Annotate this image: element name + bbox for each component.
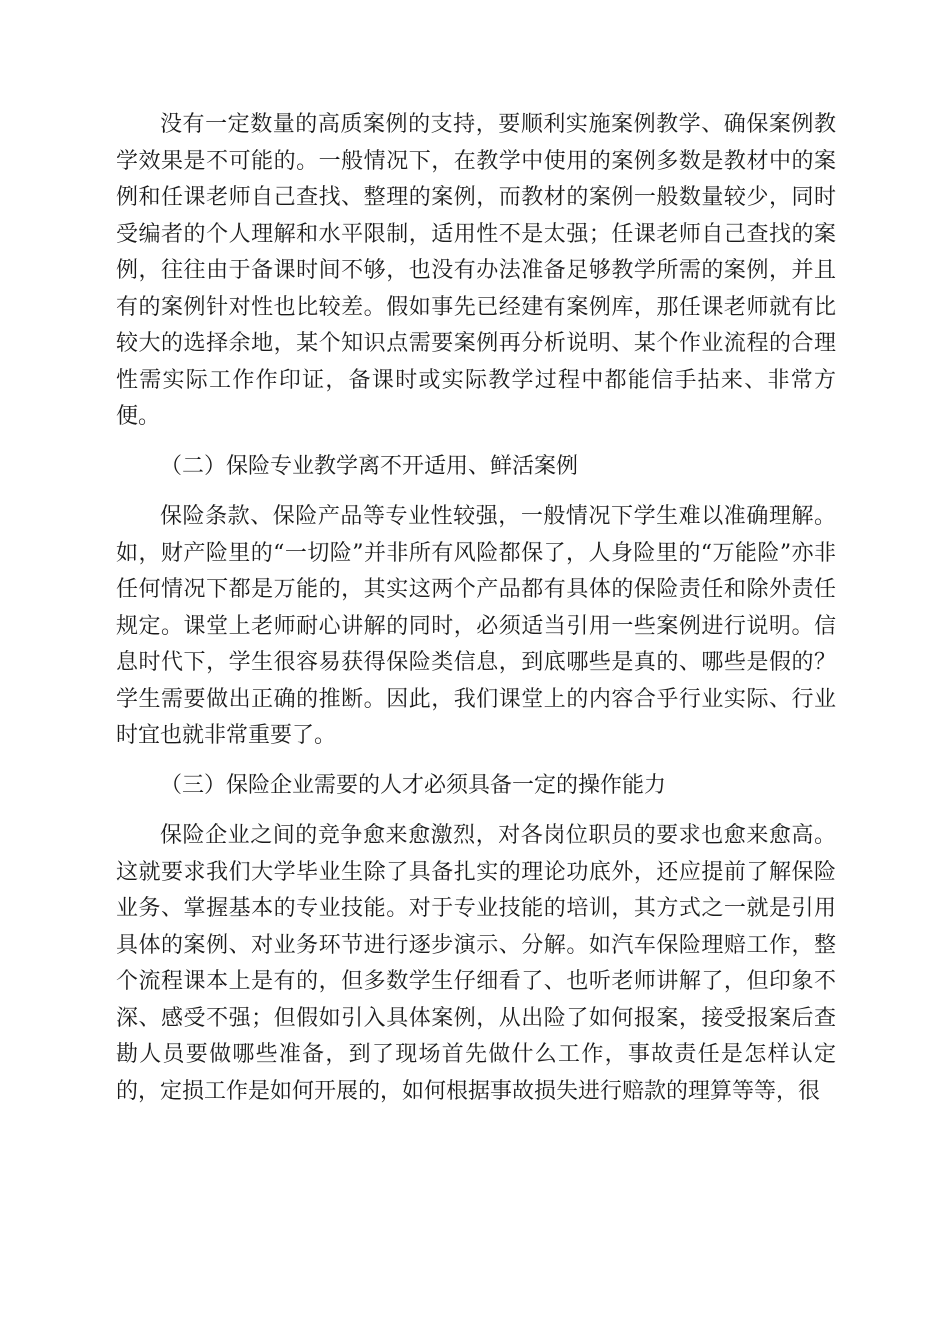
section-heading-2: （二）保险专业教学离不开适用、鲜活案例 xyxy=(160,453,579,479)
section-heading-3: （三）保险企业需要的人才必须具备一定的操作能力 xyxy=(160,772,667,798)
paragraph-case-library: 没有一定数量的高质案例的支持，要顺利实施案例教学、确保案例教学效果是不可能的。一般情况下，在教学中使用的案例多数是教材中的案例和任课老师自己查找、整理的案例，而教材的案例一般数量较少，同时受编者的个人理解和水平限制，适用性不是太强；任课老师自己查找的案例，往往由于备课时间不够，也没有办法准备足够教学所需的案例，并且有的案例针对性也比较差。假如事先已经建有案例库，那任课老师就有比较大的选择余地，某个知识点需要案例再分析说明、某个作业流程的合理性需实际工作作印证，备课时或实际教学过程中都能信手拈来、非常方便。 xyxy=(116,112,836,429)
paragraph-operational-skills: 保险企业之间的竞争愈来愈激烈，对各岗位职员的要求也愈来愈高。这就要求我们大学毕业生除了具备扎实的理论功底外，还应提前了解保险业务、掌握基本的专业技能。对于专业技能的培训，其方式之一就是引用具体的案例、对业务环节进行逐步演示、分解。如汽车保险理赔工作，整个流程课本上是有的，但多数学生仔细看了、也听老师讲解了，但印象不深、感受不强；但假如引入具体案例，从出险了如何报案，接受报案后查勘人员要做哪些准备，到了现场首先做什么工作，事故责任是怎样认定的，定损工作是如何开展的，如何根据事故损失进行赔款的理算等等，很 xyxy=(116,823,836,1104)
paragraph-insurance-teaching: 保险条款、保险产品等专业性较强，一般情况下学生难以准确理解。如，财产险里的“一切险”并非所有风险都保了，人身险里的“万能险”亦非任何情况下都是万能的，其实这两个产品都有具体的保险责任和除外责任规定。课堂上老师耐心讲解的同时，必须适当引用一些案例进行说明。信息时代下，学生很容易获得保险类信息，到底哪些是真的、哪些是假的？学生需要做出正确的推断。因此，我们课堂上的内容合乎行业实际、行业时宜也就非常重要了。 xyxy=(116,504,836,748)
document-body xyxy=(116,107,836,1110)
